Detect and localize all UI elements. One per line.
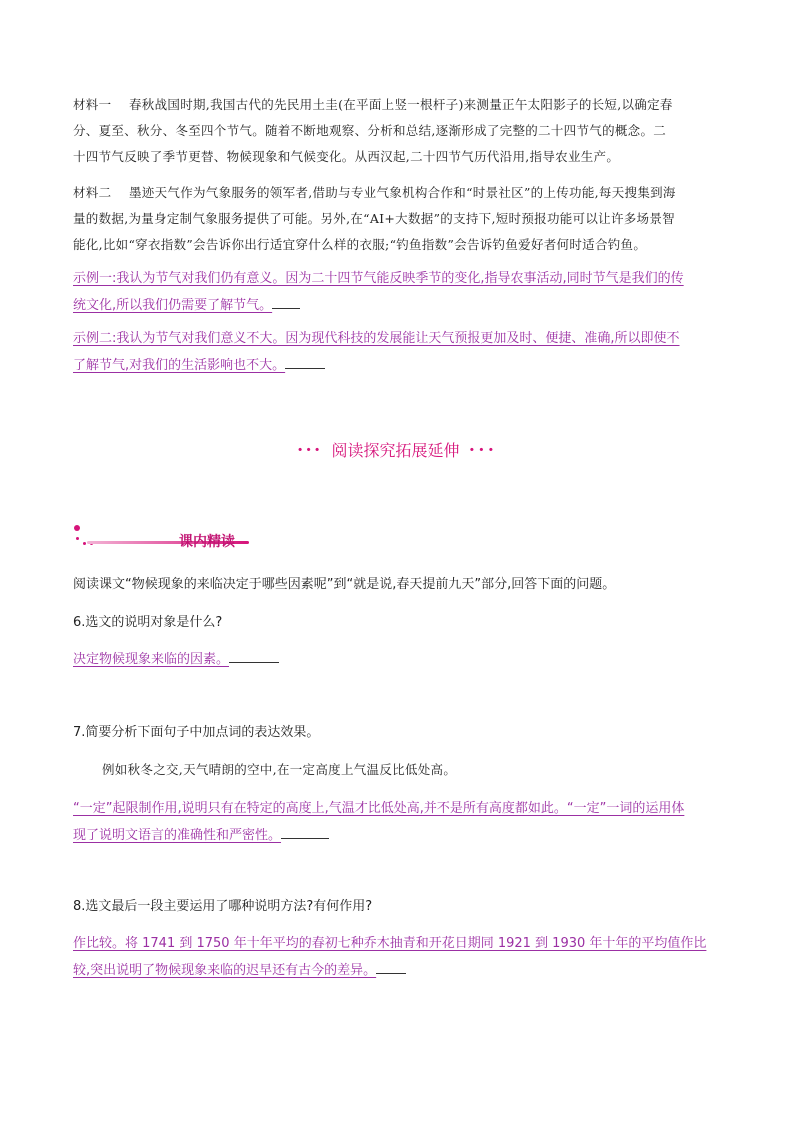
material-one [73,92,721,170]
banner-dots-left: ••• [296,443,323,457]
material-one-line-1: 材料一 春秋战国时期,我国古代的先民用土圭(在平面上竖一根杆子)来测量正午太阳影子的长短,以确定春 [73,92,721,118]
material-one-lead: 材料一 [73,97,112,112]
answer-8-line-1: 作比较。将 1741 到 1750 年十年平均的春初七种乔木抽青和开花日期同 1921 到 1930 年十年的平均值作比 [73,936,707,951]
banner-dots-right: ••• [468,443,498,457]
question-7-quote: 例如秋冬之交,天气晴朗的空中,在一定高度上气温反比低处高。 [102,762,457,777]
answer-7 [73,796,721,849]
example-one-line-2: 统文化,所以我们仍需要了解节气。 [73,292,721,319]
material-two-line-1: 材料二 墨迹天气作为气象服务的领军者,借助与专业气象机构合作和“时景社区”的上传功能,每天搜集到海 [73,180,721,206]
section-banner [0,437,794,464]
answer-7-line-1: “一定”起限制作用,说明只有在特定的高度上,气温才比低处高,并不是所有高度都如此。“一定”一词的运用体 [73,801,685,816]
reading-instruction: 阅读课文“物候现象的来临决定于哪些因素呢”到“就是说,春天提前九天”部分,回答下面的问题。 [73,577,616,592]
material-one-line-3: 十四节气反映了季节更替、物候现象和气候变化。从西汉起,二十四节气历代沿用,指导农业生产。 [73,149,620,164]
banner-title: 阅读探究拓展延伸 [331,440,460,460]
example-two-line-1: 示例二:我认为节气对我们意义不大。因为现代科技的发展能让天气预报更加及时、便捷、准确,所以即使不 [73,331,680,346]
material-two-line-2: 量的数据,为量身定制气象服务提供了可能。另外,在“AI+大数据”的支持下,短时预报功能可以让许多场景智 [73,211,675,226]
question-8: 8.选文最后一段主要运用了哪种说明方法?有何作用? [73,899,373,914]
material-two-line-3: 能化,比如“穿衣指数”会告诉你出行适宜穿什么样的衣服;“钓鱼指数”会告诉钓鱼爱好者何时适合钓鱼。 [73,237,647,252]
material-two-lead: 材料二 [73,185,112,200]
material-two [73,180,721,258]
answer-tail-line [229,646,279,663]
material-one-line-2: 分、夏至、秋分、冬至四个节气。随着不断地观察、分析和总结,逐渐形成了完整的二十四节气的概念。二 [73,123,667,138]
answer-6: 决定物候现象来临的因素。 [73,646,721,673]
answer-7-line-2: 现了说明文语言的准确性和严密性。 [73,822,721,849]
answer-tail-line [272,292,300,309]
section-heading-label: 课内精读 [179,534,235,550]
example-two-answer [73,326,721,379]
heading-dot-icon [83,542,86,545]
question-6: 6.选文的说明对象是什么? [73,615,223,630]
heading-dot-icon [76,537,79,540]
section-heading [73,522,373,562]
answer-8 [73,931,721,984]
answer-tail-line [285,352,325,369]
answer-tail-line [376,957,406,974]
heading-dot-icon [74,525,80,531]
example-two-line-2: 了解节气,对我们的生活影响也不大。 [73,352,721,379]
example-one-line-1: 示例一:我认为节气对我们仍有意义。因为二十四节气能反映季节的变化,指导农事活动,同时节气是我们的传 [73,271,684,286]
example-one-answer [73,266,721,319]
answer-tail-line [281,822,329,839]
question-7: 7.简要分析下面句子中加点词的表达效果。 [73,725,320,740]
answer-8-line-2: 较,突出说明了物候现象来临的迟早还有古今的差异。 [73,957,721,984]
